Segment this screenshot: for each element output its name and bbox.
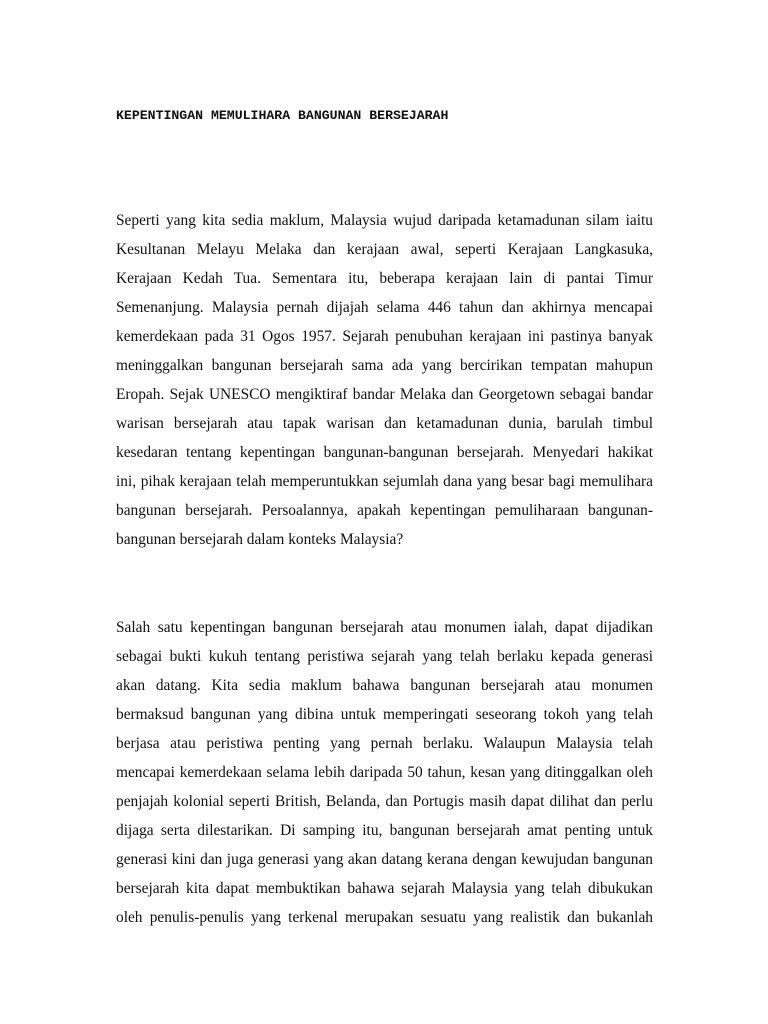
- paragraph-line: bangunan bersejarah dalam konteks Malaysia?: [116, 531, 404, 548]
- paragraph-line: bangunan bersejarah. Persoalannya, apakah kepentingan pemuliharaan bangunan-: [116, 502, 653, 519]
- paragraph-line: oleh penulis-penulis yang terkenal merupakan sesuatu yang realistik dan bukanlah: [116, 909, 653, 926]
- paragraph-line: Semenanjung. Malaysia pernah dijajah selama 446 tahun dan akhirnya mencapai: [116, 299, 653, 316]
- paragraph-line: kesedaran tentang kepentingan bangunan-bangunan bersejarah. Menyedari hakikat: [116, 444, 653, 461]
- paragraph-line: generasi kini dan juga generasi yang akan datang kerana dengan kewujudan bangunan: [116, 851, 653, 868]
- paragraph-line: Salah satu kepentingan bangunan bersejarah atau monumen ialah, dapat dijadikan: [116, 619, 653, 636]
- paragraph-line: Kesultanan Melayu Melaka dan kerajaan awal, seperti Kerajaan Langkasuka,: [116, 241, 653, 258]
- paragraph-introduction: [116, 206, 653, 554]
- paragraph-line: bermaksud bangunan yang dibina untuk memperingati seseorang tokoh yang telah: [116, 706, 653, 723]
- paragraph-body: [116, 613, 653, 932]
- paragraph-line: Seperti yang kita sedia maklum, Malaysia wujud daripada ketamadunan silam iaitu: [116, 212, 653, 229]
- paragraph-line: Eropah. Sejak UNESCO mengiktiraf bandar Melaka dan Georgetown sebagai bandar: [116, 386, 653, 403]
- paragraph-line: mencapai kemerdekaan selama lebih daripada 50 tahun, kesan yang ditinggalkan oleh: [116, 764, 653, 781]
- paragraph-line: dijaga serta dilestarikan. Di samping itu, bangunan bersejarah amat penting untuk: [116, 822, 653, 839]
- paragraph-line: berjasa atau peristiwa penting yang pernah berlaku. Walaupun Malaysia telah: [116, 735, 653, 752]
- paragraph-line: akan datang. Kita sedia maklum bahawa bangunan bersejarah atau monumen: [116, 677, 653, 694]
- paragraph-line: warisan bersejarah atau tapak warisan dan ketamadunan dunia, barulah timbul: [116, 415, 653, 432]
- document-title: KEPENTINGAN MEMULIHARA BANGUNAN BERSEJARAH: [116, 108, 449, 123]
- paragraph-line: sebagai bukti kukuh tentang peristiwa sejarah yang telah berlaku kepada generasi: [116, 648, 653, 665]
- paragraph-line: meninggalkan bangunan bersejarah sama ada yang bercirikan tempatan mahupun: [116, 357, 653, 374]
- paragraph-line: penjajah kolonial seperti British, Belanda, dan Portugis masih dapat dilihat dan perlu: [116, 793, 653, 810]
- paragraph-line: Kerajaan Kedah Tua. Sementara itu, beberapa kerajaan lain di pantai Timur: [116, 270, 653, 287]
- paragraph-line: ini, pihak kerajaan telah memperuntukkan sejumlah dana yang besar bagi memulihara: [116, 473, 653, 490]
- paragraph-line: kemerdekaan pada 31 Ogos 1957. Sejarah penubuhan kerajaan ini pastinya banyak: [116, 328, 653, 345]
- paragraph-line: bersejarah kita dapat membuktikan bahawa sejarah Malaysia yang telah dibukukan: [116, 880, 653, 897]
